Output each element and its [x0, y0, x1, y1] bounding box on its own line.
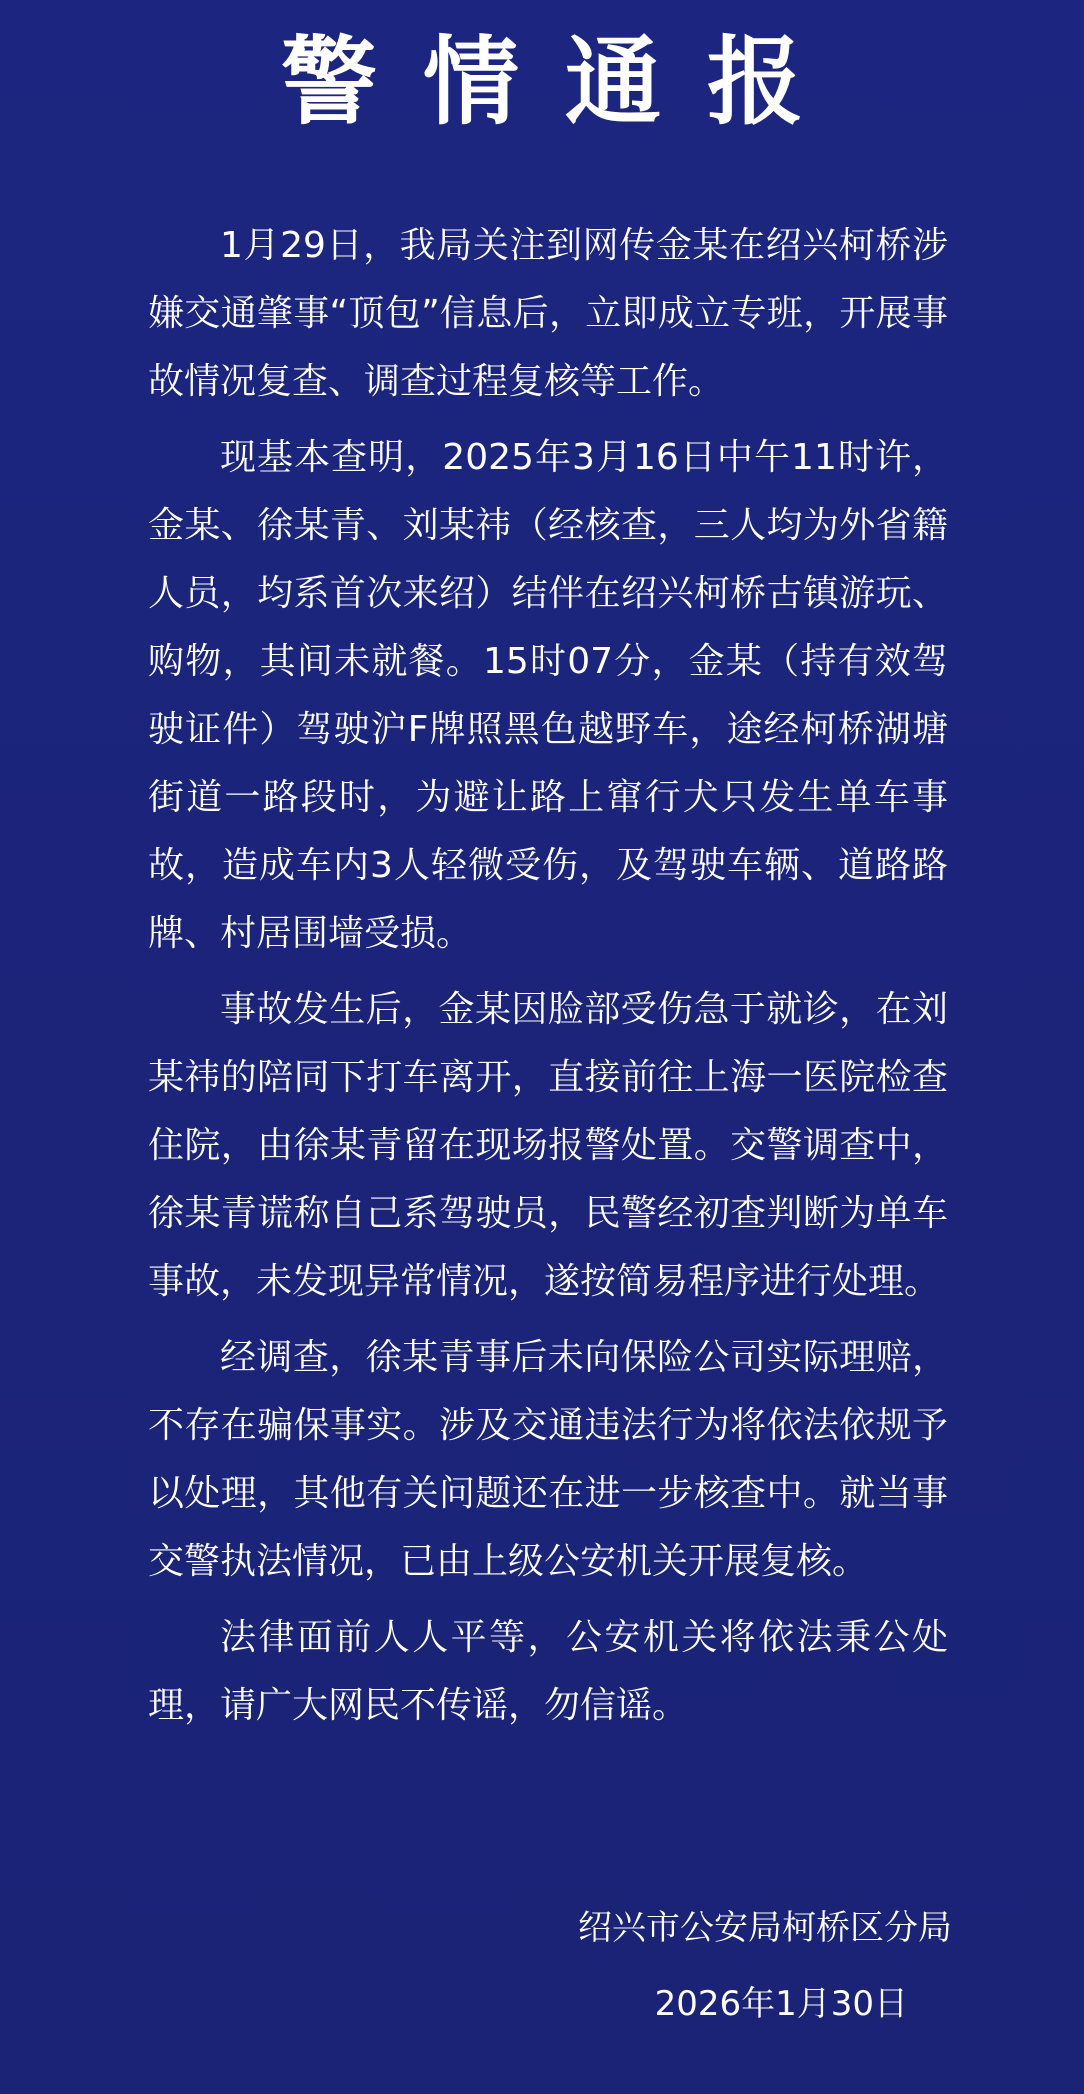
- notice-title: 警情通报: [281, 25, 849, 138]
- signature-block: [352, 1890, 952, 2042]
- paragraph-1: 1月29日，我局关注到网传金某在绍兴柯桥涉嫌交通肇事“顶包”信息后，立即成立专班，开展事故情况复查、调查过程复核等工作。: [148, 225, 948, 402]
- notice-body: [148, 212, 948, 1748]
- paragraph-4: 经调查，徐某青事后未向保险公司实际理赔，不存在骗保事实。涉及交通违法行为将依法依规予以处理，其他有关问题还在进一步核查中。就当事交警执法情况，已由上级公安机关开展复核。: [148, 1337, 948, 1582]
- signature-org: 绍兴市公安局柯桥区分局: [578, 1908, 952, 1948]
- paragraph-2: 现基本查明，2025年3月16日中午11时许，金某、徐某青、刘某祎（经核查，三人均为外省籍人员，均系首次来绍）结伴在绍兴柯桥古镇游玩、购物，其间未就餐。15时07分，金某（持有效驾驶证件）驾驶沪F牌照黑色越野车，途经柯桥湖塘街道一路段时，为避让路上窜行犬只发生单车事故，造成车内3人轻微受伤，及驾驶车辆、道路路牌、村居围墙受损。: [148, 437, 948, 954]
- paragraph-3: 事故发生后，金某因脸部受伤急于就诊，在刘某祎的陪同下打车离开，直接前往上海一医院检查住院，由徐某青留在现场报警处置。交警调查中，徐某青谎称自己系驾驶员，民警经初查判断为单车事故，未发现异常情况，遂按简易程序进行处理。: [148, 989, 948, 1302]
- signature-date: 2026年1月30日: [654, 1984, 908, 2024]
- paragraph-5: 法律面前人人平等，公安机关将依法秉公处理，请广大网民不传谣，勿信谣。: [148, 1617, 948, 1726]
